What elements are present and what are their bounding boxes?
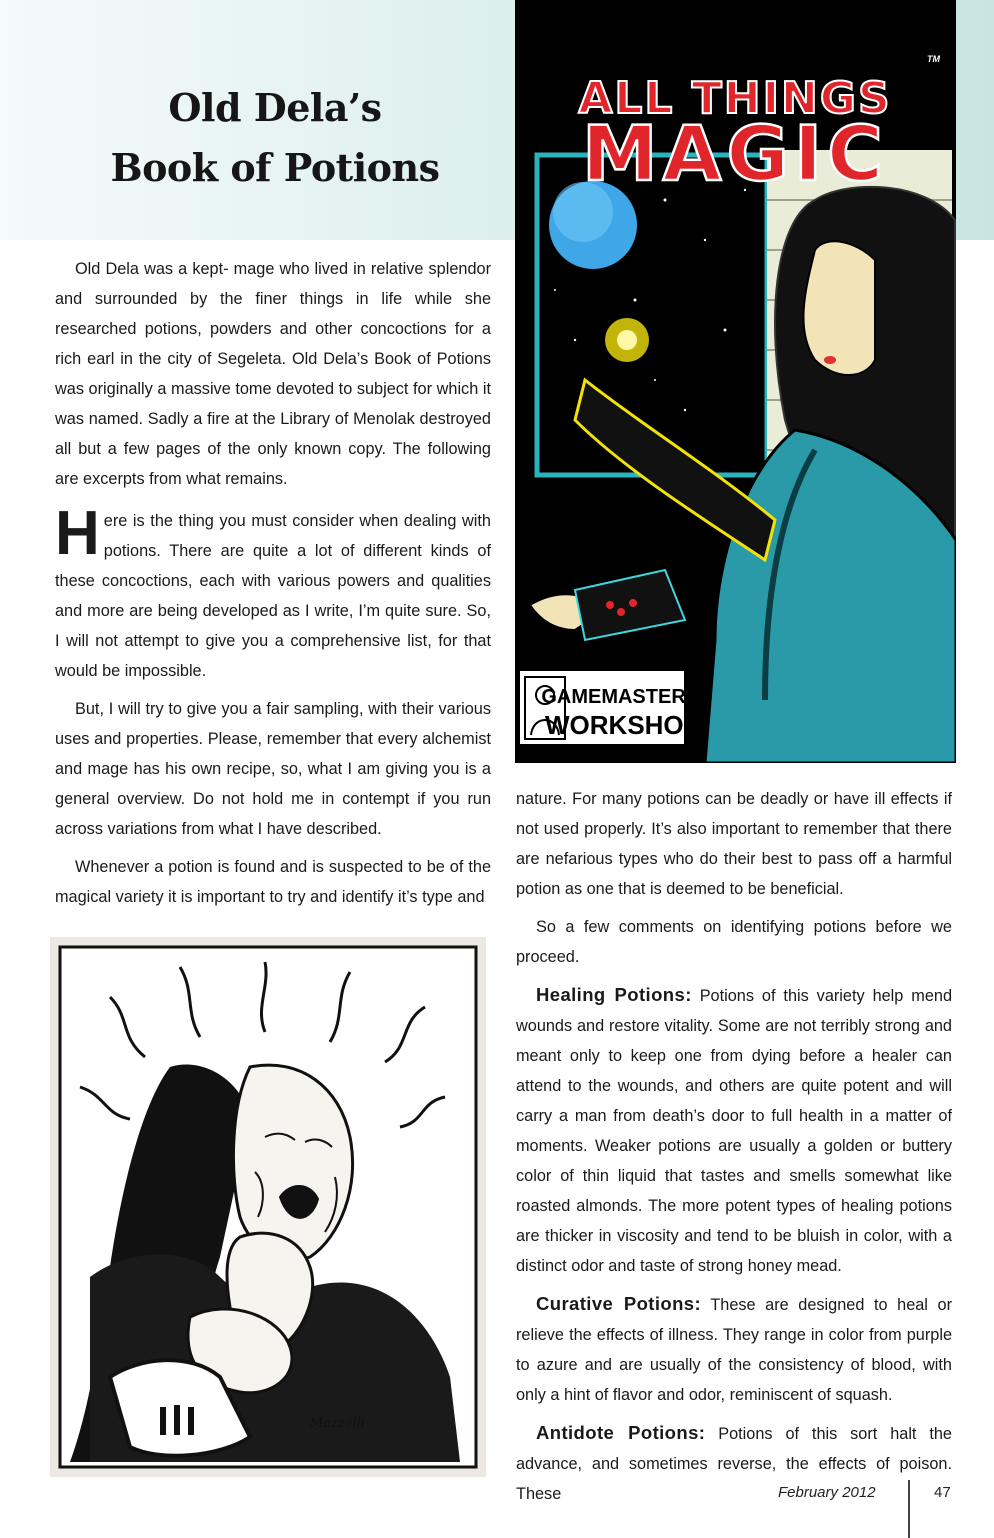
curative-potions-text: These are designed to heal or relieve the effects of illness. They range in color from purple to azure and are usually of the consistency of blood, with only a hint of flavor and odor, reminiscent of squash. <box>516 1296 952 1404</box>
intro-block <box>55 254 491 494</box>
healing-potions-entry <box>516 980 952 1281</box>
paragraph-1-text: ere is the thing you must consider when dealing with potions. There are quite a lot of different kinds of these concoctions, each with various powers and qualities and more are being developed as I write, I’m quite sure. So, I will not attempt to give you a comprehensive list, for that would be impossible. <box>55 512 491 680</box>
ad-title-line-1: ALL THINGS <box>578 73 892 124</box>
title-line-2: Book of Potions <box>110 145 440 190</box>
face <box>803 241 875 375</box>
healing-potions-heading: Healing Potions: <box>536 984 692 1005</box>
body-paragraph-3: Whenever a potion is found and is suspected to be of the magical variety it is important to try and identify it’s type and <box>55 858 491 906</box>
article-title <box>40 78 510 198</box>
ad-title-line-2: MAGIC <box>582 109 888 198</box>
ad-artwork <box>515 0 956 763</box>
healing-potions-text: Potions of this variety help mend wounds and restore vitality. Some are not terribly strong and meant only to keep one from dying before a healer can attend to the wounds, and others are quite potent and will carry a man from death’s door to full health in a matter of moments. Weaker potions are usually a golden or buttery color of thin liquid that tastes and smells somewhat like roasted almonds. The more potent types of healing potions are thicker in viscosity and tend to be bluish in color, with a distinct odor and taste of strong honey mead. <box>516 987 952 1275</box>
body-paragraph-2: But, I will try to give you a fair sampling, with their various uses and properties. Please, remember that every alchemist and mage has his own recipe, so, what I am giving you is a general overview. Do not hold me in contempt if you run across variations from what I have described. <box>55 700 491 838</box>
potion-drinker-illustration <box>50 937 486 1477</box>
page-number: 47 <box>934 1484 951 1501</box>
all-things-magic-ad <box>515 0 956 763</box>
drop-cap: H <box>55 499 100 568</box>
body-paragraph-4: So a few comments on identifying potions before we proceed. <box>516 918 952 966</box>
intro-paragraph: Old Dela was a kept- mage who lived in relative splendor and surrounded by the finer things in life while she researched potions, powders and other concoctions for a rich earl in the city of Segeleta. Old Dela’s Book of Potions was originally a massive tome devoted to subject for which it was named. Sadly a fire at the Library of Menolak destroyed all but a few pages of the only known copy. The following are excerpts from what remains. <box>55 260 491 488</box>
publisher-name-line-2: WORKSHOP <box>545 710 701 740</box>
body-column-left <box>55 499 491 912</box>
body-paragraph-1 <box>55 499 491 686</box>
body-paragraph-3-continued: nature. For many potions can be deadly or have ill effects if not used properly. It’s also important to remember that there are nefarious types who do their best to pass off a harmful potion as one that is deemed to be beneficial. <box>516 790 952 898</box>
issue-date: February 2012 <box>778 1484 876 1501</box>
lips <box>824 356 836 364</box>
curative-potions-entry <box>516 1289 952 1410</box>
antidote-potions-heading: Antidote Potions: <box>536 1422 706 1443</box>
illustration-artwork <box>50 937 486 1477</box>
title-line-1: Old Dela’s <box>168 85 382 130</box>
antidote-potions-entry <box>516 1418 952 1509</box>
publisher-name-line-1: GAMEMASTERS’ <box>541 686 705 708</box>
artist-signature: Mazzelli <box>310 1416 365 1431</box>
curative-potions-heading: Curative Potions: <box>536 1293 702 1314</box>
footer-divider <box>908 1480 910 1538</box>
antidote-potions-text: Potions of this sort halt the advance, and sometimes reverse, the effects of poison. These <box>516 1425 952 1503</box>
trademark: TM <box>927 54 940 64</box>
body-column-right <box>516 784 952 1509</box>
